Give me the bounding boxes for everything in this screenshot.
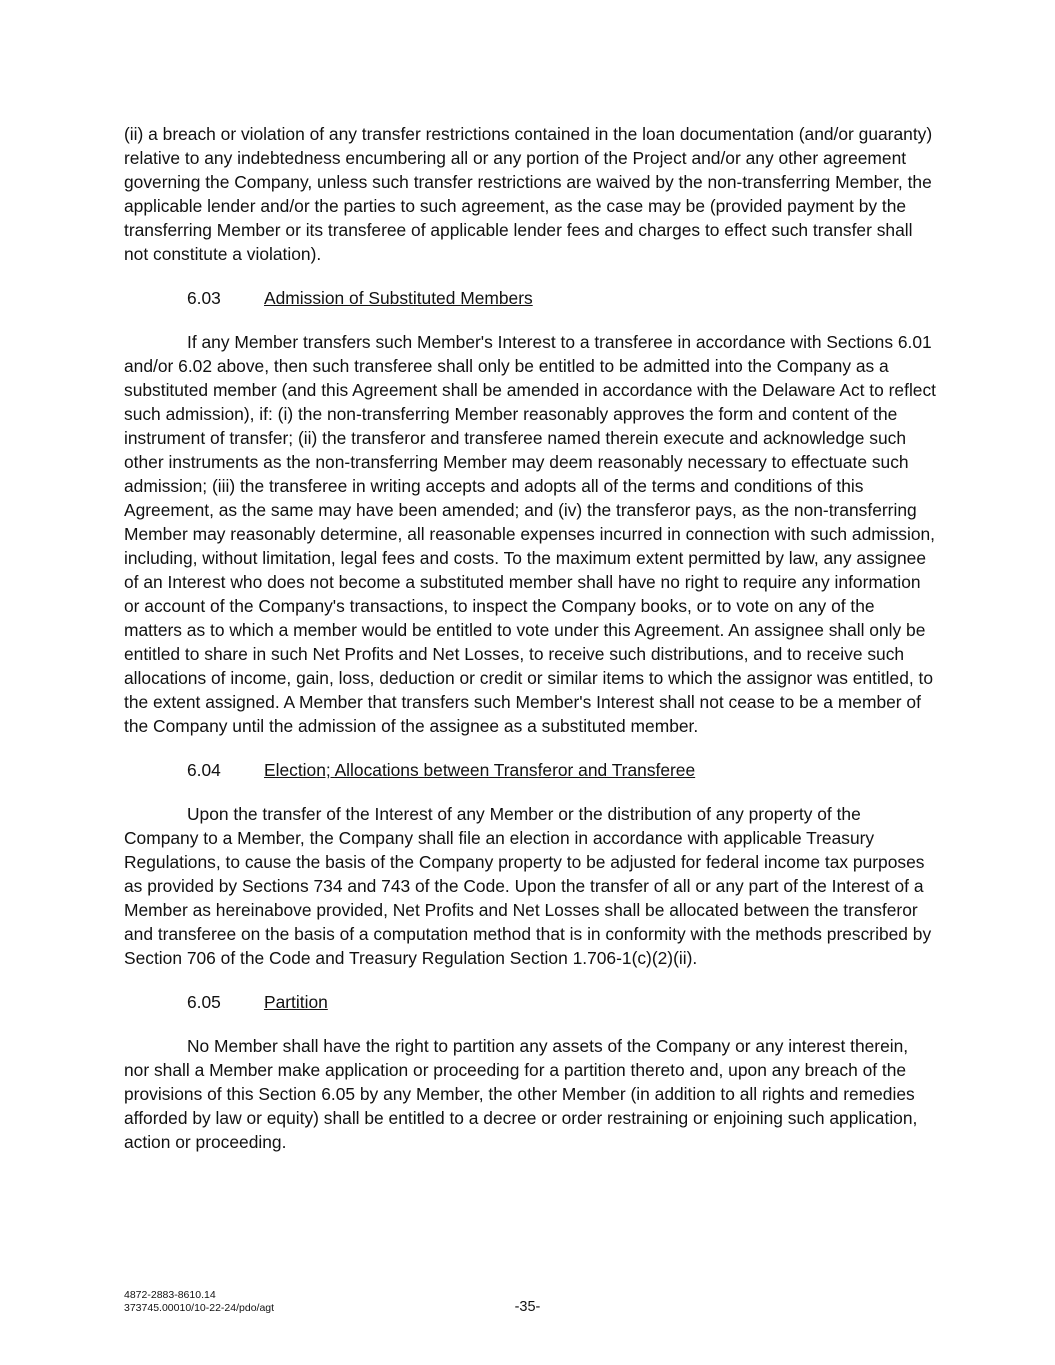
doc-ref-line: 373745.00010/10-22-24/pdo/agt: [124, 1302, 275, 1314]
section-number: 6.03: [187, 288, 221, 308]
section-title: Partition: [264, 992, 328, 1012]
section-body-6-03: If any Member transfers such Member's Interest to a transferee in accordance with Sections 6.01 and/or 6.02 above, then such transferee shall only be entitled to be admitted into the Company as a substituted member (and this Agreement shall be amended in accordance with the Delaware Act to reflect such admission), if: (i) the non-transferring Member reasonably approves the form and content of the instrument of transfer; (ii) the transferor and transferee named therein execute and acknowledge such other instruments as the non-transferring Member may deem reasonably necessary to effectuate such admission; (iii) the transferee in writing accepts and adopts all of the terms and conditions of this Agreement, as the same may have been amended; and (iv) the transferor pays, as the non-transferring Member may reasonably determine, all reasonable expenses incurred in connection with such admission, including, without limitation, legal fees and costs. To the maximum extent permitted by law, any assignee of an Interest who does not become a substituted member shall have no right to require any information or account of the Company's transactions, to inspect the Company books, or to vote on any of the matters as to which a member would be entitled to vote under this Agreement. An assignee shall only be entitled to share in such Net Profits and Net Losses, to receive such distributions, and to receive such allocations of income, gain, loss, deduction or credit or similar items to which the assignor was entitled, to the extent assigned. A Member that transfers such Member's Interest shall not cease to be a member of the Company until the admission of the assignee as a substituted member.: [124, 332, 937, 736]
section-body-6-05: No Member shall have the right to partition any assets of the Company or any interest therein, nor shall a Member make application or proceeding for a partition thereto and, upon any breach of the provisions of this Section 6.05 by any Member, the other Member (in addition to all rights and remedies afforded by law or equity) shall be entitled to a decree or order restraining or enjoining such application, action or proceeding.: [124, 1036, 918, 1152]
section-heading-6-05: [124, 990, 936, 1014]
section-title: Election; Allocations between Transferor and Transferee: [264, 760, 696, 780]
section-heading-6-04: [124, 758, 936, 782]
paragraph-ii: (ii) a breach or violation of any transfer restrictions contained in the loan documentation (and/or guaranty) relative to any indebtedness encumbering all or any portion of the Project and/or any other agreement governing the Company, unless such transfer restrictions are waived by the non-transferring Member, the applicable lender and/or the parties to such agreement, as the case may be (provided payment by the transferring Member or its transferee of applicable lender fees and charges to effect such transfer shall not constitute a violation).: [124, 124, 933, 264]
document-body: [124, 122, 936, 1174]
section-number: 6.04: [187, 760, 221, 780]
section-heading-6-03: [124, 286, 936, 310]
section-body-6-04: Upon the transfer of the Interest of any Member or the distribution of any property of the Company to a Member, the Company shall file an election in accordance with applicable Treasury Regulations, to cause the basis of the Company property to be adjusted for federal income tax purposes as provided by Sections 734 and 743 of the Code. Upon the transfer of all or any part of the Interest of a Member as hereinabove provided, Net Profits and Net Losses shall be allocated between the transferor and transferee on the basis of a computation method that is in conformity with the methods prescribed by Section 706 of the Code and Treasury Regulation Section 1.706-1(c)(2)(ii).: [124, 804, 932, 968]
page-number: -35-: [514, 1299, 541, 1315]
doc-id-line: 4872-2883-8610.14: [124, 1289, 216, 1301]
section-number: 6.05: [187, 992, 221, 1012]
section-title: Admission of Substituted Members: [264, 288, 533, 308]
